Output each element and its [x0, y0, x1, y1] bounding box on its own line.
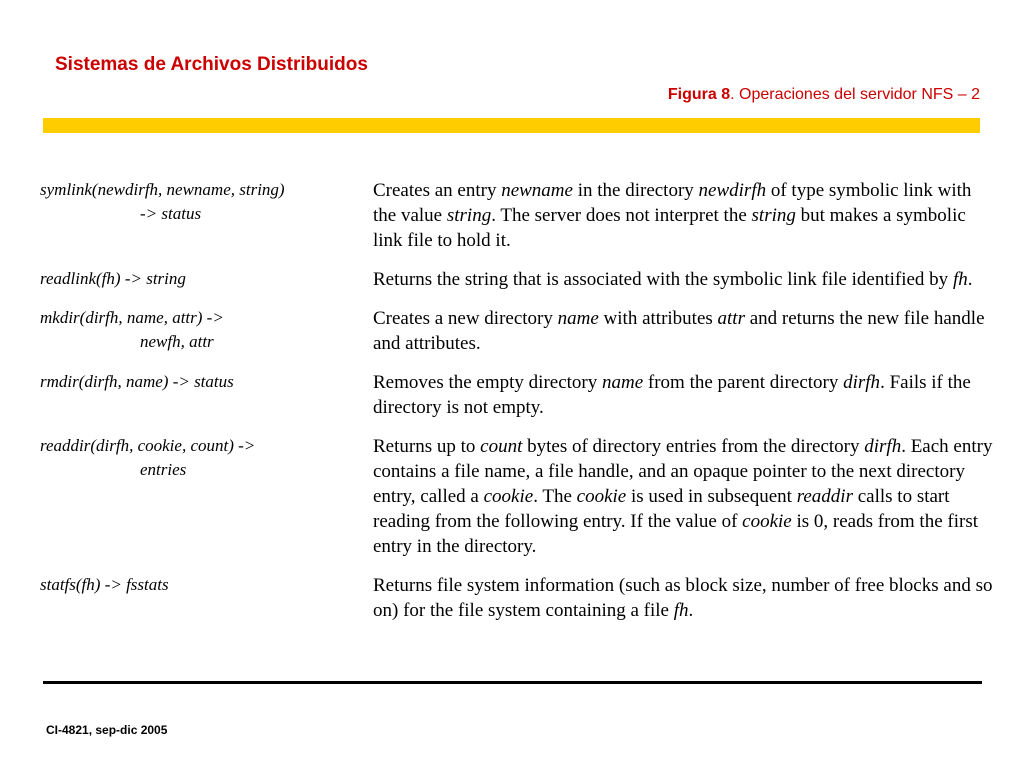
figure-caption: [668, 86, 980, 104]
description-text: is 0, reads from the first entry in the directory.: [373, 511, 978, 557]
description-text: . The: [533, 486, 577, 507]
description-text: Creates an entry: [373, 180, 502, 201]
operation-description: [373, 434, 993, 573]
description-text: .: [967, 269, 973, 290]
description-term: dirfh: [864, 436, 902, 457]
operation-signature: [40, 267, 360, 291]
footer-course-label: CI-4821, sep-dic 2005: [46, 723, 168, 737]
description-term: string: [751, 205, 796, 226]
operation-description: [373, 573, 993, 637]
description-term: readdir: [796, 486, 853, 507]
slide-title: Sistemas de Archivos Distribuidos: [55, 54, 368, 75]
signature-line: symlink(newdirfh, newname, string): [40, 180, 285, 199]
signature-line: mkdir(dirfh, name, attr) ->: [40, 308, 224, 327]
description-text: from the parent directory: [643, 372, 844, 393]
description-term: name: [557, 308, 599, 329]
description-text: in the directory: [572, 180, 699, 201]
operation-description: [373, 267, 993, 306]
description-text: of type symbolic link with the value: [373, 180, 972, 226]
description-text: Removes the empty directory: [373, 372, 602, 393]
operations-table: [40, 178, 1000, 637]
description-text: and returns the new file handle and attributes.: [373, 308, 985, 354]
description-text: calls to start reading from the following entry. If the value of: [373, 486, 950, 532]
description-term: newname: [501, 180, 573, 201]
figure-caption-text: . Operaciones del servidor NFS – 2: [730, 86, 980, 103]
footer-divider: [43, 681, 982, 684]
operation-signature: [40, 573, 360, 597]
description-text: but makes a symbolic link file to hold it.: [373, 205, 966, 251]
description-term: name: [602, 372, 644, 393]
operation-row: [40, 267, 1000, 306]
description-text: Returns file system information (such as block size, number of free blocks and so on) for the file system containing a file: [373, 575, 993, 621]
operation-description: [373, 178, 993, 267]
operation-description: [373, 306, 993, 370]
description-text: Creates a new directory: [373, 308, 558, 329]
description-text: .: [688, 600, 694, 621]
description-term: attr: [717, 308, 745, 329]
operation-signature: [40, 178, 360, 226]
description-term: newdirfh: [698, 180, 767, 201]
description-term: cookie: [576, 486, 627, 507]
operation-row: [40, 434, 1000, 573]
header-accent-bar: [43, 118, 980, 133]
description-text: with attributes: [598, 308, 718, 329]
signature-continuation: newfh, attr: [140, 332, 214, 351]
operation-description: [373, 370, 993, 434]
description-term: fh: [673, 600, 689, 621]
description-term: cookie: [742, 511, 792, 532]
description-term: count: [480, 436, 523, 457]
description-text: . Each entry contains a file name, a file handle, and an opaque pointer to the next directory entry, called a: [373, 436, 993, 507]
signature-line: readdir(dirfh, cookie, count) ->: [40, 436, 256, 455]
description-text: Returns the string that is associated with the symbolic link file identified by: [373, 269, 953, 290]
description-term: cookie: [483, 486, 534, 507]
description-text: . The server does not interpret the: [491, 205, 752, 226]
signature-line: statfs(fh) -> fsstats: [40, 575, 169, 594]
operation-signature: [40, 306, 360, 354]
description-text: is used in subsequent: [626, 486, 797, 507]
operation-row: [40, 370, 1000, 434]
description-term: string: [446, 205, 492, 226]
signature-line: rmdir(dirfh, name) -> status: [40, 372, 234, 391]
operation-row: [40, 178, 1000, 267]
description-term: dirfh: [843, 372, 881, 393]
description-text: bytes of directory entries from the directory: [522, 436, 865, 457]
figure-label: Figura 8: [667, 86, 731, 103]
operation-row: [40, 573, 1000, 637]
description-term: fh: [952, 269, 968, 290]
description-text: Returns up to: [373, 436, 481, 457]
operation-signature: [40, 434, 360, 482]
operation-signature: [40, 370, 360, 394]
signature-line: readlink(fh) -> string: [40, 269, 186, 288]
signature-continuation: entries: [140, 460, 187, 479]
signature-continuation: -> status: [140, 204, 202, 223]
operation-row: [40, 306, 1000, 370]
description-text: . Fails if the directory is not empty.: [373, 372, 971, 418]
